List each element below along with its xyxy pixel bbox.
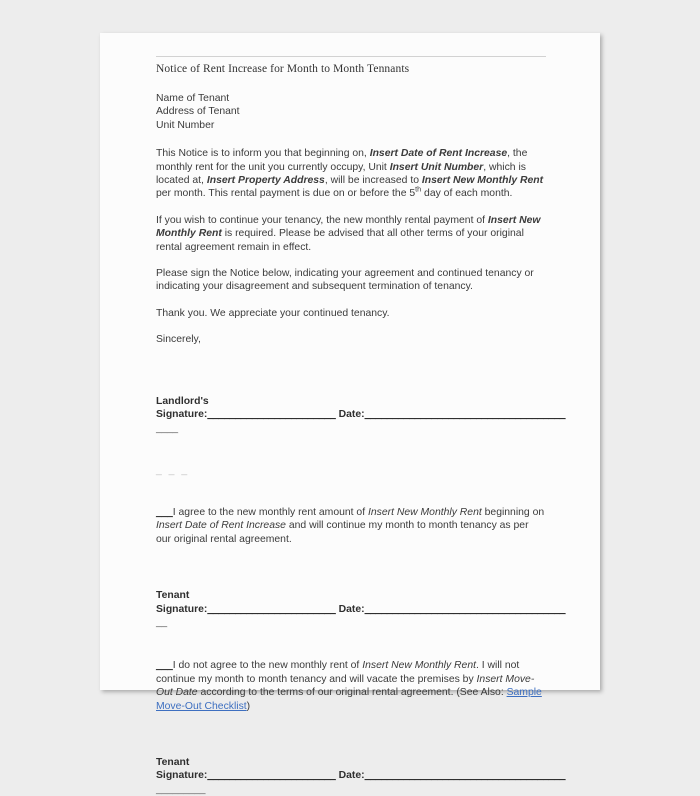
section-divider-dashes: _ _ _ [156,464,190,476]
tenant-1-trailing-blank[interactable]: __ [156,616,167,628]
tenant-1-signature-field[interactable]: _______________________ [207,603,336,615]
tenant-1-signature-label-line2: Signature: [156,603,208,615]
tenant-2-date-field[interactable]: ____________________________________ [364,770,566,782]
agree-part2: beginning on [481,506,545,518]
landlord-date-label: Date: [338,409,365,421]
spacer-before-landlord [156,347,546,395]
agree-part3: and will continue my month to month tenancy as per our original rental agreement. [156,520,529,545]
p1-part2: , the monthly rent for the unit you currently occupy, Unit [156,148,528,173]
disagree-initial-blank[interactable]: ___ [156,660,173,672]
tenant-2-trailing-blank-row [156,783,546,796]
landlord-signature-label-line2: Signature: [156,409,208,421]
landlord-signature-line [156,408,566,421]
tenant-2-signature-line [156,769,566,782]
disagree-part1: I do not agree to the new monthly rent of [172,660,363,672]
sample-move-out-checklist-link[interactable]: Sample Move-Out Checklist [156,687,542,712]
tenant-2-date-label: Date: [338,770,365,782]
p1-field-rent: Insert New Monthly Rent [421,175,544,187]
tenant-1-signature-label-line1: Tenant [156,590,190,602]
disagree-field-rent: Insert New Monthly Rent [362,660,476,672]
spacer-before-tenant-1 [156,559,546,589]
p1-part6: day of each month. [421,188,513,200]
landlord-signature-trailing-blank-row [156,422,546,435]
spacer-before-divider [156,435,546,465]
tenant-2-signature-label-line1: Tenant [156,756,190,768]
p1-field-unit: Insert Unit Number [389,161,484,173]
p1-superscript-th: th [415,184,422,194]
document-page [100,33,600,795]
paragraph-continue-tenancy [156,214,546,254]
p1-field-date: Insert Date of Rent Increase [369,148,508,160]
tenant-2-signature-label-line2: Signature: [156,770,208,782]
p2-part1: If you wish to continue your tenancy, the new monthly rental payment of [156,214,488,226]
paragraph-notice [156,147,546,201]
recipient-address: Address of Tenant [156,106,240,118]
recipient-unit: Unit Number [156,119,215,131]
spacer-before-disagree [156,629,546,659]
tenant-1-signature-line [156,603,566,616]
agree-field-date: Insert Date of Rent Increase [156,520,286,532]
tenant-2-signature-field[interactable]: _______________________ [207,770,336,782]
tenant-1-date-field[interactable]: ____________________________________ [364,603,566,615]
disagree-part3: according to the terms of our original rental agreement. (See Also: [197,687,507,699]
closing-line: Sincerely, [156,334,201,346]
spacer-after-divider [156,476,546,506]
recipient-block [156,92,546,132]
recipient-name: Name of Tenant [156,93,230,104]
p1-part1: This Notice is to inform you that beginning on, [156,148,370,160]
p1-part5: per month. This rental payment is due on or before the 5 [156,188,416,200]
disagree-part2: . I will not continue my month to month tenancy and will vacate the premises by [156,660,520,685]
disagree-part4: ) [246,700,251,712]
tenant-1-date-label: Date: [338,603,365,615]
landlord-signature-field[interactable]: _______________________ [207,409,336,421]
p2-field-rent: Insert New Monthly Rent [156,214,541,240]
tenant-2-trailing-blank[interactable]: _________ [156,783,206,795]
agree-initial-blank[interactable]: ___ [156,506,173,518]
landlord-date-field[interactable]: ____________________________________ [364,409,566,421]
tenant-signature-block-2 [156,756,566,796]
landlord-signature-label-line1: Landlord's [156,395,209,407]
agree-clause [156,506,546,546]
disagree-clause [156,659,546,713]
agree-field-rent: Insert New Monthly Rent [367,506,482,518]
header-divider [156,56,546,57]
tenant-1-trailing-blank-row [156,616,546,629]
paragraph-sign-instruction: Please sign the Notice below, indicating your agreement and continued tenancy or indicating your disagreement and subsequent termination of tenancy. [156,268,534,293]
document-content [156,56,566,796]
spacer-before-tenant-2 [156,726,546,756]
landlord-signature-block [156,395,566,435]
p2-part2: is required. Please be advised that all other terms of your original rental agreement remain in effect. [156,228,524,253]
p1-part3: , which is located at, [156,161,526,187]
document-title: Notice of Rent Increase for Month to Month Tennants [156,63,410,75]
tenant-signature-block-1 [156,589,566,629]
p1-field-address: Insert Property Address [206,175,325,187]
p1-part4: , will be increased to [324,175,422,187]
landlord-signature-trailing-blank[interactable]: ____ [156,422,178,434]
agree-part1: I agree to the new monthly rent amount of [172,506,368,518]
disagree-field-moveout-date: Insert Move-Out Date [156,673,535,699]
paragraph-thanks: Thank you. We appreciate your continued tenancy. [156,307,390,319]
